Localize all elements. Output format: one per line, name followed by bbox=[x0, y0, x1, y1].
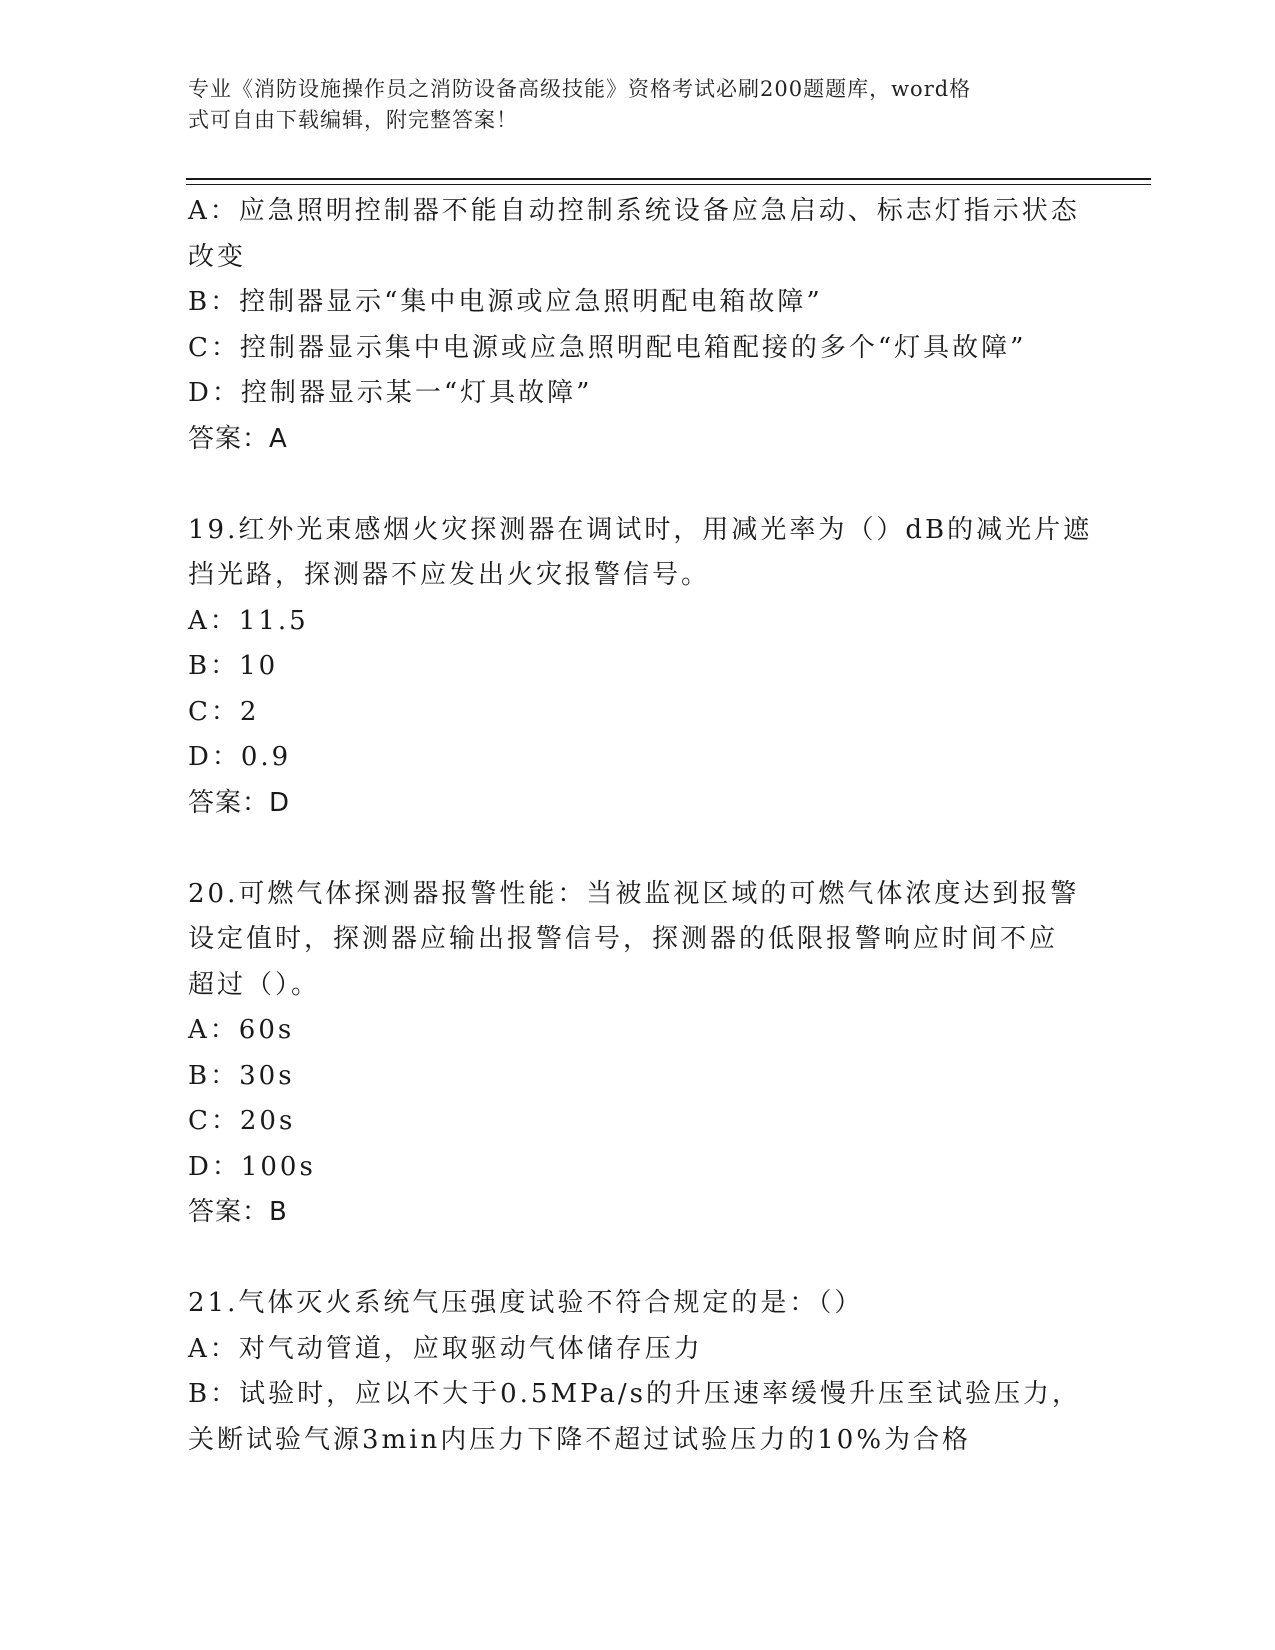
q21-stem-line-1: 21.气体灭火系统气压强度试验不符合规定的是：（） bbox=[188, 1288, 864, 1318]
header-rule-thin bbox=[186, 184, 1151, 185]
q19-option-a: A：11.5 bbox=[188, 605, 309, 636]
q20-option-a: A：60s bbox=[188, 1015, 295, 1045]
question-18-block bbox=[188, 189, 1088, 462]
q21-option-a: A：对气动管道，应取驱动气体储存压力 bbox=[188, 1333, 703, 1364]
document-header bbox=[188, 74, 1068, 136]
q18-option-d: D：控制器显示某一“灯具故障” bbox=[188, 378, 593, 408]
q18-option-a-line-2: 改变 bbox=[188, 241, 247, 272]
q20-option-b: B：30s bbox=[188, 1060, 295, 1091]
spacer bbox=[188, 462, 1088, 508]
header-rule-thick bbox=[186, 178, 1151, 180]
question-20-block bbox=[188, 872, 1088, 1236]
question-19-block bbox=[188, 508, 1093, 827]
q20-option-d: D：100s bbox=[188, 1151, 316, 1182]
header-line-2: 式可自由下载编辑，附完整答案！ bbox=[188, 108, 518, 132]
q19-stem-line-1: 19.红外光束感烟火灾探测器在调试时，用减光率为（）dB的减光片遮 bbox=[188, 514, 1093, 545]
q18-answer: 答案：A bbox=[188, 423, 288, 454]
q21-option-b-line-2: 关断试验气源3min内压力下降不超过试验压力的10%为合格 bbox=[188, 1424, 972, 1455]
q20-answer: 答案：B bbox=[188, 1197, 288, 1227]
q19-stem-line-2: 挡光路，探测器不应发出火灾报警信号。 bbox=[188, 560, 711, 590]
header-line-1: 专业《消防设施操作员之消防设备高级技能》资格考试必刷200题题库，word格 bbox=[188, 77, 972, 101]
question-content bbox=[188, 189, 1093, 1463]
q19-option-c: C：2 bbox=[188, 696, 260, 727]
spacer bbox=[188, 826, 1088, 872]
q20-stem-line-3: 超过（）。 bbox=[188, 969, 321, 1000]
q20-option-c: C：20s bbox=[188, 1106, 296, 1136]
q18-option-b: B：控制器显示“集中电源或应急照明配电箱故障” bbox=[188, 287, 823, 317]
q20-stem-line-2: 设定值时，探测器应输出报警信号，探测器的低限报警响应时间不应 bbox=[188, 924, 1059, 954]
q18-option-c: C：控制器显示集中电源或应急照明配电箱配接的多个“灯具故障” bbox=[188, 332, 1027, 363]
q18-option-a-line-1: A：应急照明控制器不能自动控制系统设备应急启动、标志灯指示状态 bbox=[188, 196, 1080, 226]
q21-option-b-line-1: B：试验时，应以不大于0.5MPa/s的升压速率缓慢升压至试验压力， bbox=[188, 1379, 1082, 1409]
q19-answer: 答案：D bbox=[188, 787, 291, 818]
question-21-block bbox=[188, 1281, 1088, 1463]
q19-option-b: B：10 bbox=[188, 651, 279, 681]
spacer bbox=[188, 1236, 1088, 1282]
q19-option-d: D：0.9 bbox=[188, 742, 292, 772]
q20-stem-line-1: 20.可燃气体探测器报警性能：当被监视区域的可燃气体浓度达到报警 bbox=[188, 878, 1080, 909]
